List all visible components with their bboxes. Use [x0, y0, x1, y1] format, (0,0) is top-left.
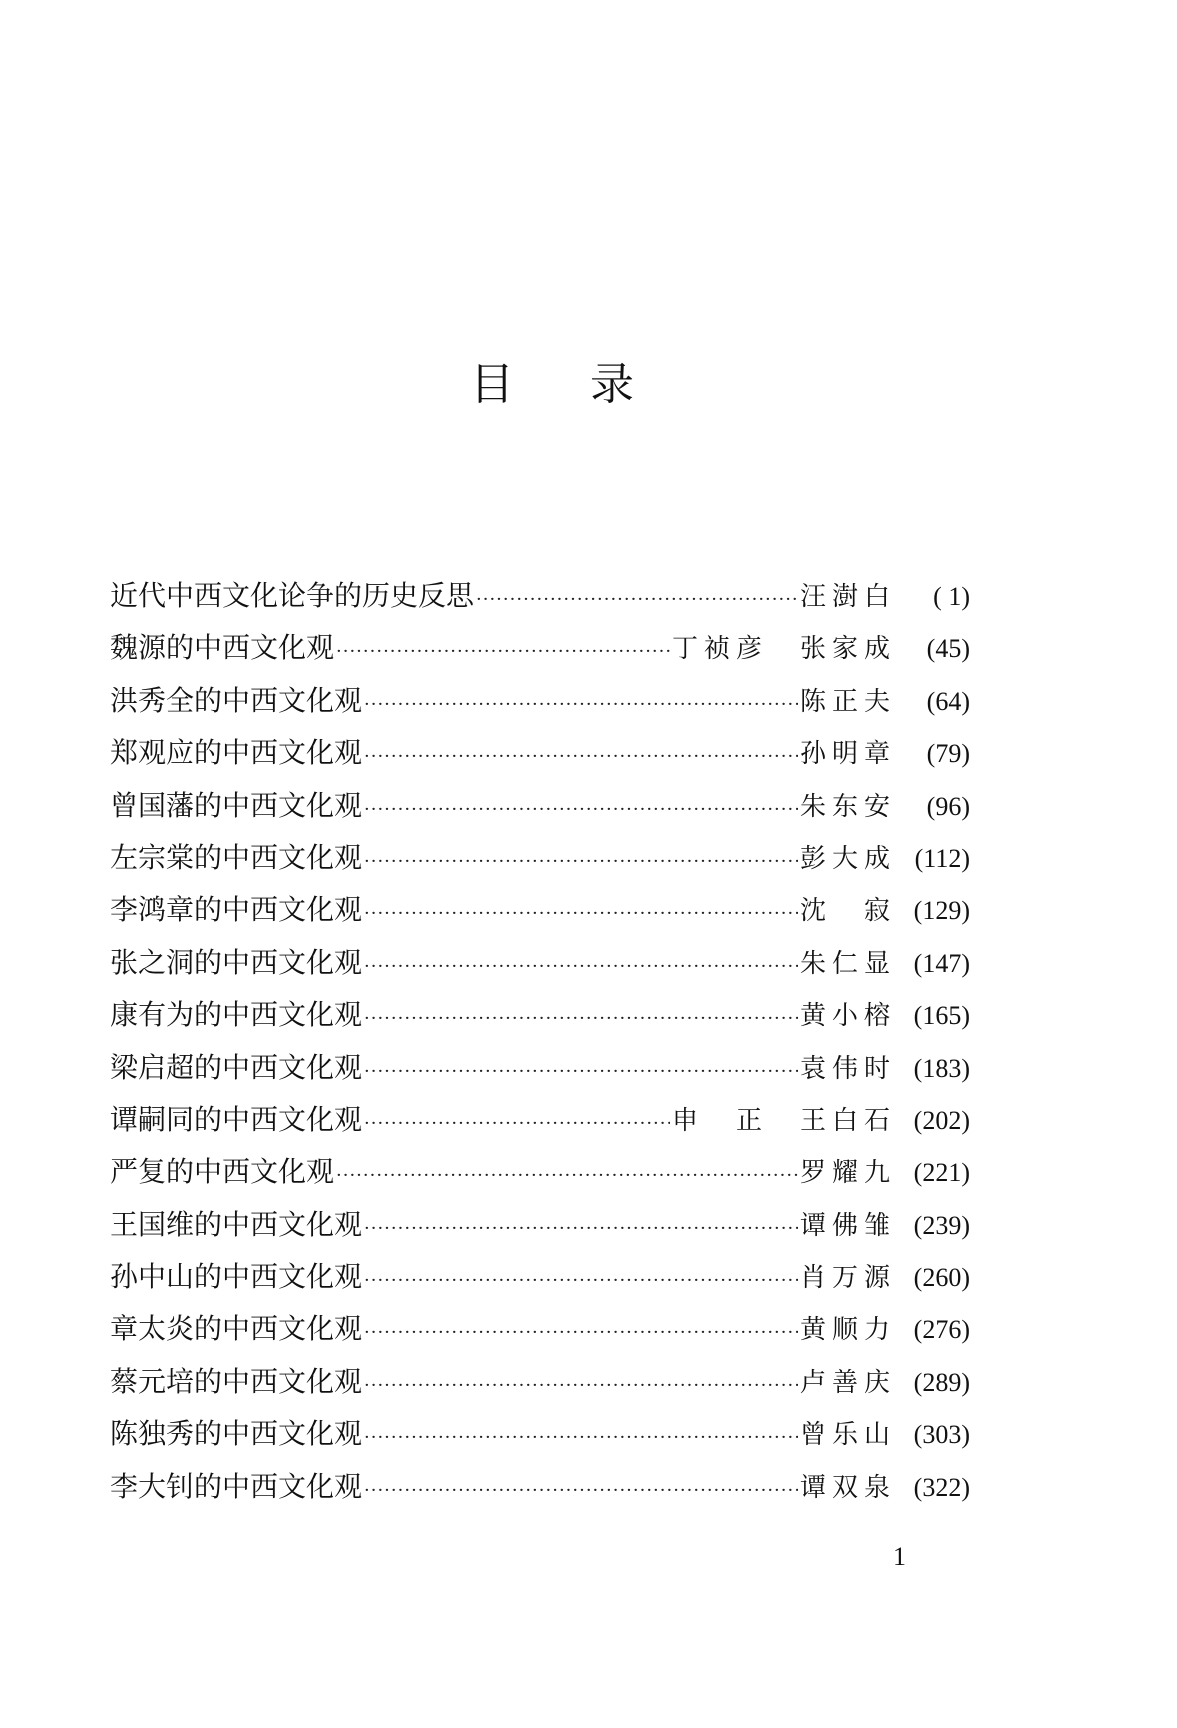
toc-entry-page: (112): [914, 843, 970, 873]
toc-entry-page: (322): [913, 1472, 970, 1502]
toc-entry-author: 朱仁显: [799, 948, 896, 979]
toc-entry-page: (276): [913, 1315, 970, 1345]
toc-entry-page: (289): [913, 1367, 970, 1397]
toc-entry-page: (165): [913, 1001, 970, 1031]
toc-entry-page: (96): [926, 791, 970, 821]
toc-dot-leader: [364, 731, 798, 783]
toc-dot-leader: [336, 626, 670, 678]
toc-entry-page: (45): [926, 634, 970, 664]
toc-entry-author: 朱东安: [799, 791, 896, 822]
page-title: [470, 348, 634, 412]
toc-entry-page: (202): [913, 1105, 970, 1135]
toc-entry-author: 黄小榕: [799, 1001, 896, 1032]
toc-entry-author: 袁伟时: [799, 1053, 896, 1084]
toc-dot-leader: [364, 1360, 798, 1412]
toc-entry-author: 彭大成: [799, 843, 896, 874]
toc-entry-title: 近代中西文化论争的历史反思: [110, 579, 475, 612]
toc-dot-leader: [364, 1046, 798, 1098]
toc-entry: [110, 1408, 970, 1460]
toc-dot-leader: [364, 1307, 798, 1359]
toc-dot-leader: [364, 784, 798, 836]
toc-dot-leader: [364, 836, 798, 888]
toc-entry-page: (303): [913, 1420, 970, 1450]
table-of-contents: [110, 570, 970, 1513]
toc-entry-author: 罗耀九: [799, 1158, 896, 1189]
toc-entry-title: 张之洞的中西文化观: [110, 945, 363, 979]
toc-entry-author: 孙明章: [799, 739, 896, 770]
page-title-char-1: 目: [470, 359, 514, 410]
toc-entry-author: 申 正 王白石: [671, 1105, 896, 1136]
toc-entry-author: 谭双泉: [799, 1472, 896, 1503]
toc-entry: [110, 1251, 970, 1303]
toc-entry-author: 汪澍白: [799, 582, 896, 612]
toc-entry-title: 谭嗣同的中西文化观: [110, 1102, 363, 1136]
toc-dot-leader: [364, 888, 798, 940]
toc-entry-title: 陈独秀的中西文化观: [110, 1417, 363, 1451]
toc-dot-leader: [364, 1203, 798, 1255]
toc-entry-title: 左宗棠的中西文化观: [110, 840, 363, 874]
toc-entry: [110, 937, 970, 989]
toc-entry-title: 洪秀全的中西文化观: [110, 683, 363, 717]
toc-entry-title: 曾国藩的中西文化观: [110, 788, 363, 822]
toc-entry-title: 李大钊的中西文化观: [110, 1469, 363, 1503]
toc-entry-page: (221): [913, 1158, 970, 1188]
toc-entry-page: (147): [913, 948, 970, 978]
toc-entry-title: 蔡元培的中西文化观: [110, 1364, 363, 1398]
toc-entry-page: (183): [913, 1053, 970, 1083]
toc-entry: [110, 1146, 970, 1198]
toc-entry: [110, 884, 970, 936]
toc-entry-title: 郑观应的中西文化观: [110, 736, 363, 770]
toc-entry-title: 康有为的中西文化观: [110, 998, 363, 1032]
toc-entry-author: 曾乐山: [799, 1420, 896, 1451]
toc-entry: [110, 570, 970, 622]
toc-dot-leader: [364, 941, 798, 993]
toc-dot-leader: [336, 1150, 798, 1202]
page-title-char-2: 录: [590, 359, 634, 410]
toc-entry-page: (239): [913, 1210, 970, 1240]
toc-entry-title: 王国维的中西文化观: [110, 1207, 363, 1241]
toc-dot-leader: [364, 1098, 670, 1150]
toc-entry-author: 陈正夫: [799, 686, 896, 717]
toc-entry: [110, 727, 970, 779]
toc-entry-page: ( 1): [933, 582, 970, 611]
toc-entry: [110, 989, 970, 1041]
toc-entry: [110, 622, 970, 674]
toc-entry-page: (129): [913, 896, 970, 926]
toc-entry-author: 卢善庆: [799, 1367, 896, 1398]
toc-entry-page: (260): [913, 1263, 970, 1293]
toc-entry: [110, 780, 970, 832]
toc-dot-leader: [476, 574, 798, 626]
toc-entry: [110, 1303, 970, 1355]
page-number: 1: [893, 1542, 906, 1571]
toc-entry-title: 孙中山的中西文化观: [110, 1260, 363, 1294]
toc-dot-leader: [364, 1255, 798, 1307]
toc-entry: [110, 1199, 970, 1251]
toc-entry-author: 肖万源: [799, 1263, 896, 1294]
toc-dot-leader: [364, 1465, 798, 1517]
toc-entry-author: 沈 寂: [799, 896, 896, 927]
toc-entry-title: 梁启超的中西文化观: [110, 1050, 363, 1084]
toc-entry: [110, 1042, 970, 1094]
toc-dot-leader: [364, 1412, 798, 1464]
toc-entry-page: (64): [926, 686, 970, 716]
toc-entry: [110, 1461, 970, 1513]
toc-entry-page: (79): [926, 739, 970, 769]
toc-entry-title: 魏源的中西文化观: [110, 631, 335, 665]
toc-entry: [110, 832, 970, 884]
toc-entry-title: 章太炎的中西文化观: [110, 1312, 363, 1346]
toc-entry: [110, 1356, 970, 1408]
toc-entry: [110, 1094, 970, 1146]
toc-dot-leader: [364, 993, 798, 1045]
toc-dot-leader: [364, 679, 798, 731]
toc-entry-author: 丁祯彦 张家成: [671, 634, 896, 665]
toc-entry-author: 黄顺力: [799, 1315, 896, 1346]
toc-entry-author: 谭佛雏: [799, 1210, 896, 1241]
toc-entry: [110, 675, 970, 727]
toc-entry-title: 严复的中西文化观: [110, 1155, 335, 1189]
toc-entry-title: 李鸿章的中西文化观: [110, 893, 363, 927]
